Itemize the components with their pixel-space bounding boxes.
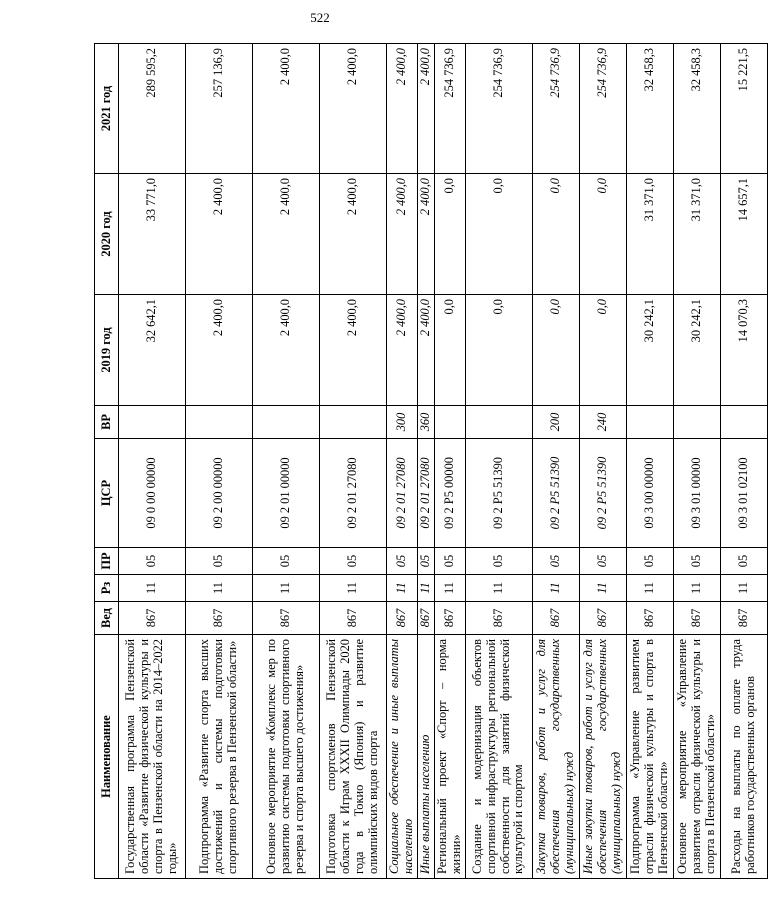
cell-vr: 360 <box>417 406 434 439</box>
table-row <box>320 44 387 879</box>
cell-csr: 09 2 P5 51390 <box>465 439 532 548</box>
cell-rz: 11 <box>417 575 434 602</box>
cell-pr: 05 <box>253 548 320 575</box>
cell-2020: 33 771,0 <box>119 174 186 295</box>
cell-2020: 2 400,0 <box>417 174 434 295</box>
cell-2019: 30 242,1 <box>673 295 720 406</box>
header-2020: 2020 год <box>95 174 119 295</box>
cell-ved: 867 <box>253 602 320 635</box>
table-row <box>186 44 253 879</box>
cell-vr <box>626 406 673 439</box>
cell-rz: 11 <box>320 575 387 602</box>
cell-pr: 05 <box>626 548 673 575</box>
cell-csr: 09 2 01 00000 <box>253 439 320 548</box>
cell-name: Подготовка спортсменов Пензенской области к Играм XXXII Олимпиады 2020 года в Токио (Япония) и развитие олимпийских видов спорта <box>320 635 387 879</box>
rotated-table-frame <box>94 44 757 879</box>
table-row <box>434 44 465 879</box>
cell-ved: 867 <box>532 602 579 635</box>
cell-pr: 05 <box>387 548 418 575</box>
cell-2020: 2 400,0 <box>186 174 253 295</box>
cell-csr: 09 2 01 27080 <box>387 439 418 548</box>
cell-name: Основное мероприятие «Управление развитием отрасли физической культуры и спорта в Пензенской области» <box>673 635 720 879</box>
cell-2020: 14 657,1 <box>720 174 767 295</box>
header-2021: 2021 год <box>95 44 119 174</box>
table-row <box>532 44 579 879</box>
cell-2020: 0,0 <box>434 174 465 295</box>
cell-2019: 32 642,1 <box>119 295 186 406</box>
cell-csr: 09 3 00 00000 <box>626 439 673 548</box>
cell-ved: 867 <box>626 602 673 635</box>
cell-2021: 289 595,2 <box>119 44 186 174</box>
cell-pr: 05 <box>320 548 387 575</box>
cell-2021: 2 400,0 <box>387 44 418 174</box>
budget-table <box>94 43 768 879</box>
cell-csr: 09 0 00 00000 <box>119 439 186 548</box>
cell-rz: 11 <box>720 575 767 602</box>
cell-pr: 05 <box>532 548 579 575</box>
cell-ved: 867 <box>320 602 387 635</box>
table-row <box>626 44 673 879</box>
cell-vr <box>720 406 767 439</box>
cell-2019: 0,0 <box>532 295 579 406</box>
cell-pr: 05 <box>417 548 434 575</box>
header-pr: ПР <box>95 548 119 575</box>
cell-csr: 09 2 01 27080 <box>417 439 434 548</box>
cell-2021: 254 736,9 <box>465 44 532 174</box>
table-body <box>119 44 768 879</box>
cell-name: Иные выплаты населению <box>417 635 434 879</box>
cell-pr: 05 <box>579 548 626 575</box>
cell-2019: 2 400,0 <box>186 295 253 406</box>
header-rz: Рз <box>95 575 119 602</box>
cell-name: Подпрограмма «Управление развитием отрасли физической культуры и спорта в Пензенской области» <box>626 635 673 879</box>
cell-2021: 32 458,3 <box>673 44 720 174</box>
cell-2020: 31 371,0 <box>626 174 673 295</box>
cell-name: Иные закупки товаров, работ и услуг для обеспечения государственных (муниципальных) нужд <box>579 635 626 879</box>
cell-csr: 09 2 01 27080 <box>320 439 387 548</box>
cell-ved: 867 <box>417 602 434 635</box>
cell-vr: 300 <box>387 406 418 439</box>
table-row <box>579 44 626 879</box>
cell-rz: 11 <box>434 575 465 602</box>
table-row <box>673 44 720 879</box>
cell-ved: 867 <box>434 602 465 635</box>
cell-name: Государственная программа Пензенской области «Развитие физической культуры и спорта в Пензенской области на 2014–2022 годы» <box>119 635 186 879</box>
cell-vr: 240 <box>579 406 626 439</box>
cell-pr: 05 <box>673 548 720 575</box>
table-row <box>465 44 532 879</box>
cell-2019: 2 400,0 <box>417 295 434 406</box>
cell-rz: 11 <box>465 575 532 602</box>
cell-2021: 2 400,0 <box>417 44 434 174</box>
cell-2020: 31 371,0 <box>673 174 720 295</box>
cell-pr: 05 <box>119 548 186 575</box>
cell-2019: 0,0 <box>434 295 465 406</box>
cell-name: Региональный проект «Спорт – норма жизни» <box>434 635 465 879</box>
cell-2021: 257 136,9 <box>186 44 253 174</box>
cell-name: Подпрограмма «Развитие спорта высших достижений и системы подготовки спортивного резерва в Пензенской области» <box>186 635 253 879</box>
cell-ved: 867 <box>186 602 253 635</box>
cell-2021: 2 400,0 <box>253 44 320 174</box>
table-row <box>253 44 320 879</box>
cell-2019: 14 070,3 <box>720 295 767 406</box>
cell-pr: 05 <box>434 548 465 575</box>
cell-2021: 2 400,0 <box>320 44 387 174</box>
rotated-table-container <box>94 44 757 879</box>
cell-csr: 09 3 01 00000 <box>673 439 720 548</box>
cell-ved: 867 <box>720 602 767 635</box>
cell-vr <box>320 406 387 439</box>
cell-2020: 0,0 <box>532 174 579 295</box>
header-name: Наименование <box>95 635 119 879</box>
cell-2019: 2 400,0 <box>387 295 418 406</box>
cell-csr: 09 2 00 00000 <box>186 439 253 548</box>
page-number: 522 <box>310 10 330 25</box>
cell-csr: 09 2 P5 00000 <box>434 439 465 548</box>
cell-ved: 867 <box>119 602 186 635</box>
cell-vr <box>465 406 532 439</box>
cell-name: Расходы на выплаты по оплате труда работников государственных органов <box>720 635 767 879</box>
cell-2020: 2 400,0 <box>387 174 418 295</box>
table-row <box>119 44 186 879</box>
cell-name: Социальное обеспечение и иные выплаты населению <box>387 635 418 879</box>
cell-ved: 867 <box>465 602 532 635</box>
cell-vr <box>253 406 320 439</box>
cell-ved: 867 <box>673 602 720 635</box>
cell-pr: 05 <box>186 548 253 575</box>
cell-csr: 09 3 01 02100 <box>720 439 767 548</box>
cell-2021: 254 736,9 <box>579 44 626 174</box>
cell-vr: 200 <box>532 406 579 439</box>
table-row <box>720 44 767 879</box>
cell-2019: 0,0 <box>465 295 532 406</box>
cell-rz: 11 <box>119 575 186 602</box>
cell-rz: 11 <box>673 575 720 602</box>
cell-2021: 15 221,5 <box>720 44 767 174</box>
cell-2020: 2 400,0 <box>320 174 387 295</box>
cell-vr <box>186 406 253 439</box>
cell-rz: 11 <box>387 575 418 602</box>
cell-csr: 09 2 P5 51390 <box>532 439 579 548</box>
cell-vr <box>434 406 465 439</box>
cell-2019: 0,0 <box>579 295 626 406</box>
cell-2021: 254 736,9 <box>532 44 579 174</box>
cell-rz: 11 <box>532 575 579 602</box>
cell-2019: 2 400,0 <box>320 295 387 406</box>
table-row <box>417 44 434 879</box>
cell-name: Создание и модернизация объектов спортивной инфраструктуры региональной собственности для занятий физической культурой и спортом <box>465 635 532 879</box>
cell-name: Закупка товаров, работ и услуг для обеспечения государственных (муниципальных) нужд <box>532 635 579 879</box>
cell-2020: 2 400,0 <box>253 174 320 295</box>
cell-rz: 11 <box>579 575 626 602</box>
header-2019: 2019 год <box>95 295 119 406</box>
cell-ved: 867 <box>387 602 418 635</box>
cell-rz: 11 <box>253 575 320 602</box>
cell-pr: 05 <box>720 548 767 575</box>
cell-2021: 32 458,3 <box>626 44 673 174</box>
cell-csr: 09 2 P5 51390 <box>579 439 626 548</box>
header-vr: ВР <box>95 406 119 439</box>
cell-2020: 0,0 <box>465 174 532 295</box>
cell-2019: 30 242,1 <box>626 295 673 406</box>
cell-pr: 05 <box>465 548 532 575</box>
cell-2021: 254 736,9 <box>434 44 465 174</box>
table-row <box>387 44 418 879</box>
table-header-row <box>95 44 119 879</box>
cell-rz: 11 <box>186 575 253 602</box>
cell-vr <box>673 406 720 439</box>
header-ved: Вед <box>95 602 119 635</box>
cell-vr <box>119 406 186 439</box>
header-csr: ЦСР <box>95 439 119 548</box>
cell-name: Основное мероприятие «Комплекс мер по развитию системы подготовки спортивного резерва и спорта высшего достижения» <box>253 635 320 879</box>
cell-ved: 867 <box>579 602 626 635</box>
cell-2020: 0,0 <box>579 174 626 295</box>
cell-2019: 2 400,0 <box>253 295 320 406</box>
cell-rz: 11 <box>626 575 673 602</box>
